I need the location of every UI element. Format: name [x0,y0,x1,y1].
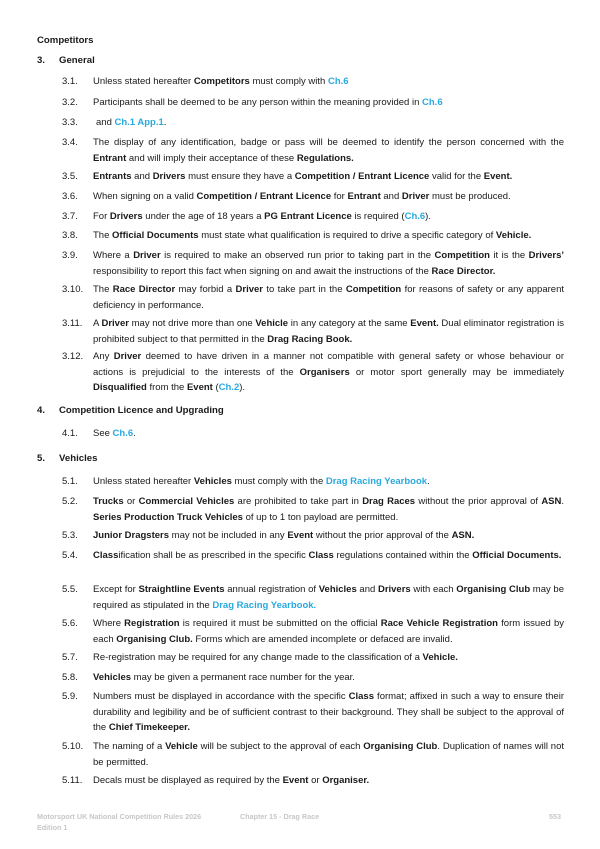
rule-number: 3.1. [62,76,78,87]
rule-number: 5.9. [62,691,78,702]
rule-3-12 [62,349,564,396]
rule-number: 5.1. [62,476,78,487]
rule-text: Entrants and Drivers must ensure they have a Competition / Entrant Licence valid for the Event. [93,171,513,182]
rule-5-10 [62,739,564,770]
link-ch6[interactable]: Ch.6 [404,211,426,222]
rule-text: Unless stated hereafter Competitors must comply with Ch.6 [93,76,349,87]
rule-text: For Drivers under the age of 18 years a PG Entrant Licence is required (Ch.6). [93,211,431,222]
rule-4-1 [62,426,564,442]
rule-3-7 [62,209,564,225]
rule-3-4 [62,135,564,166]
rule-text: Vehicles may be given a permanent race number for the year. [93,672,355,683]
rule-text: See Ch.6. [93,428,136,439]
rule-5-6 [62,616,564,647]
rule-text: Trucks or Commercial Vehicles are prohibited to take part in Drag Races without the prior approval of ASN. Series Production Truck Vehicles of up to 1 ton payload are permitted. [93,496,565,523]
rule-text: The Race Director may forbid a Driver to take part in the Competition for reasons of safety or any apparent deficiency in performance. [93,284,564,311]
rule-number: 3.5. [62,171,78,182]
link-ch6[interactable]: Ch.6 [422,97,443,108]
rule-number: 5.2. [62,496,78,507]
rule-5-11 [62,773,564,789]
rule-5-3 [62,528,564,544]
rule-text: Where Registration is required it must be submitted on the official Race Vehicle Registration form issued by each Organising Club. Forms which are amended incomplete or defaced are invalid. [93,618,564,645]
rule-5-1 [62,474,564,490]
rule-number: 3.11. [62,318,83,329]
rule-3-2 [62,95,564,111]
link-ch1-app1[interactable]: Ch.1 App.1 [114,117,164,128]
page-number: 553 [549,812,561,821]
link-ch6[interactable]: Ch.6 [112,428,134,439]
rule-number: 4.1. [62,428,78,439]
rule-text: Re-registration may be required for any change made to the classification of a Vehicle. [93,652,458,663]
footer-chapter: Chapter 15 - Drag Race [240,812,320,821]
rule-3-8 [62,228,564,244]
link-ch6[interactable]: Ch.6 [327,76,349,87]
rule-5-4 [62,548,564,564]
rule-number: 3.7. [62,211,78,222]
rule-number: 5.10. [62,741,84,752]
rule-number: 3.2. [62,97,78,108]
rule-3-1 [62,74,564,90]
rule-text: The Official Documents must state what qualification is required to drive a specific category of Vehicle. [93,230,532,241]
rule-5-2 [62,494,564,525]
rule-text: Participants shall be deemed to be any person within the meaning provided in Ch.6 [93,97,443,108]
link-drag-racing-yearbook[interactable]: Drag Racing Yearbook. [212,599,317,611]
rule-number: 5.6. [62,618,78,629]
rule-text: A Driver may not drive more than one Vehicle in any category at the same Event. Dual eliminator registration is prohibited subject to that permitted in the Drag Racing Book. [93,318,564,345]
rule-text: The display of any identification, badge or pass will be deemed to identify the person concerned with the Entrant and will imply their acceptance of these Regulations. [93,137,564,164]
rule-text: The naming of a Vehicle will be subject to the approval of each Organising Club. Duplication of names will not be permitted. [93,741,565,768]
rule-text: Where a Driver is required to make an observed run prior to taking part in the Competition it is the Drivers’ responsibility to report this fact when signing on and await the instructions of the Race Director. [93,250,565,277]
rule-text: Numbers must be displayed in accordance with the specific Class format; affixed in such a way to ensure their durability and legibility and be of sufficient contrast to their background. They shall be subject to the approval of the Chief Timekeeper. [93,691,564,733]
rule-number: 5.5. [62,584,78,595]
section-title: General [59,55,95,66]
rule-5-5 [62,582,564,613]
rule-3-11 [62,316,564,347]
link-ch2[interactable]: Ch.2 [218,382,240,393]
rule-number: 5.11. [62,775,83,786]
section-number: 3. [37,55,46,66]
page-heading: Competitors [37,35,94,46]
rule-number: 5.7. [62,652,78,663]
rule-text: Classification shall be as prescribed in the specific Class regulations contained within the Official Documents. [93,550,562,561]
rule-text: Decals must be displayed as required by the Event or Organiser. [93,775,370,786]
rule-text: and Ch.1 App.1. [96,117,167,128]
rule-text: When signing on a valid Competition / Entrant Licence for Entrant and Driver must be produced. [93,191,511,202]
section-number: 4. [37,405,46,416]
rule-number: 3.4. [62,137,78,148]
section-title: Vehicles [59,453,98,464]
rule-3-5 [62,169,564,185]
rule-text: Any Driver deemed to have driven in a manner not compatible with general safety or whose behaviour or actions is prejudicial to the interests of the Organisers or motor sport generally may be immediately Disqualified from the Event (Ch.2). [93,351,564,393]
rule-number: 3.10. [62,284,84,295]
section-title: Competition Licence and Upgrading [59,405,224,416]
rule-number: 5.8. [62,672,78,683]
footer-edition: Edition 1 [37,823,68,832]
rule-5-7 [62,650,564,666]
rule-number: 3.3. [62,117,78,128]
footer-publication: Motorsport UK National Competition Rules 2026 [37,812,202,821]
rule-number: 5.3. [62,530,78,541]
rule-5-8 [62,670,564,686]
rule-text: Except for Straightline Events annual registration of Vehicles and Drivers with each Organising Club may be required as stipulated in the Drag Racing Yearbook. [93,584,564,611]
rule-text: Junior Dragsters may not be included in any Event without the prior approval of the ASN. [93,530,475,541]
rule-5-9 [62,689,564,736]
rule-3-10 [62,282,564,313]
rule-text: Unless stated hereafter Vehicles must comply with the Drag Racing Yearbook. [93,476,430,487]
link-drag-racing-yearbook[interactable]: Drag Racing Yearbook [325,476,428,487]
rule-number: 5.4. [62,550,78,561]
rule-3-6 [62,189,564,205]
rule-number: 3.12. [62,351,84,362]
rule-number: 3.9. [62,250,78,261]
rule-3-9 [62,248,564,279]
rule-3-3 [62,115,564,131]
section-number: 5. [37,453,46,464]
rule-number: 3.8. [62,230,78,241]
rule-number: 3.6. [62,191,78,202]
